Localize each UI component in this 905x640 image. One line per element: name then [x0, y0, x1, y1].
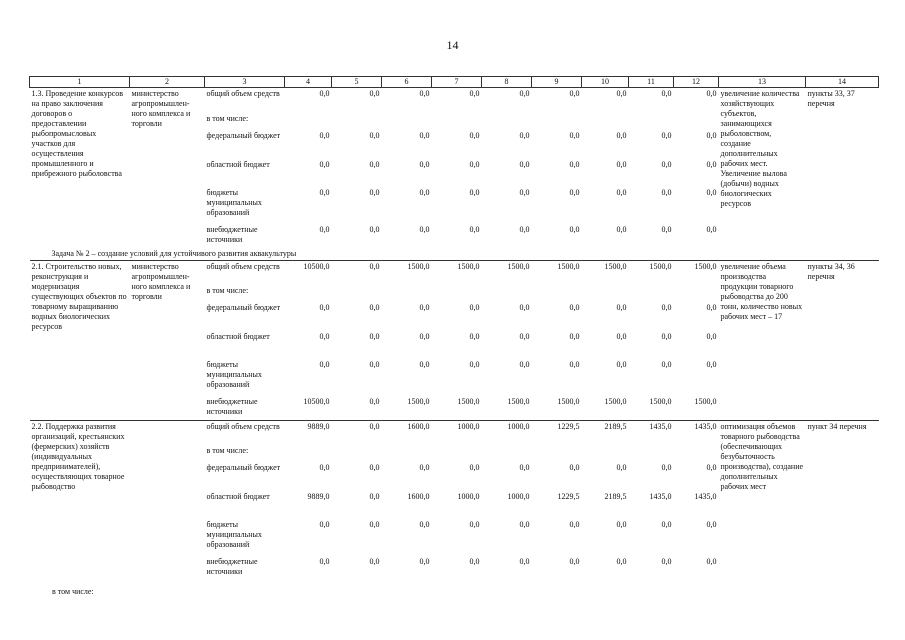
- funding-value: 0,0: [706, 130, 717, 140]
- funding-value: 0,0: [319, 130, 330, 140]
- funding-value: 0,0: [569, 332, 580, 341]
- column-number: 10: [582, 77, 629, 88]
- funding-value: 0,0: [616, 224, 627, 234]
- funding-value: 1435,0: [674, 420, 719, 445]
- funding-value: [285, 113, 332, 130]
- list-reference: пункты 33, 37 перечня: [806, 88, 879, 248]
- funding-value: [482, 445, 532, 462]
- funding-value: 0,0: [661, 520, 672, 529]
- column-number: 3: [205, 77, 285, 88]
- funding-value: 1500,0: [532, 260, 582, 285]
- funding-value: 0,0: [706, 332, 717, 341]
- funding-source: областной бюджет: [206, 332, 270, 341]
- page-number: 14: [446, 38, 459, 52]
- funding-value: 1500,0: [694, 397, 717, 406]
- funding-source: бюджеты муниципальных образований: [206, 187, 262, 217]
- measure-name: 2.2. Поддержка развития организаций, крестьянских (фермерских) хозяйств (индивидуальных предпринимателей), осуществляющих товарное рыбоводство: [30, 420, 130, 580]
- funding-value: 10500,0: [303, 397, 330, 406]
- funding-value: 0,0: [319, 224, 330, 234]
- funding-value: 0,0: [319, 557, 330, 566]
- measure-name: 1.3. Проведение конкурсов на право заключения договоров о предоставлении рыбопромысловых участков для осуществления промышленного и прибрежного рыболовства: [30, 88, 130, 248]
- funding-value: 0,0: [319, 159, 330, 169]
- funding-value: 0,0: [332, 88, 382, 113]
- funding-value: [382, 285, 432, 302]
- funding-value: 0,0: [469, 224, 480, 234]
- funding-value: [582, 285, 629, 302]
- funding-value: 0,0: [419, 130, 430, 140]
- table-row: [30, 420, 879, 445]
- column-number: 5: [332, 77, 382, 88]
- funding-value: [532, 285, 582, 302]
- funding-value: 0,0: [616, 332, 627, 341]
- funding-value: 0,0: [706, 557, 717, 566]
- funding-value: 0,0: [661, 463, 672, 472]
- funding-value: 0,0: [469, 520, 480, 529]
- funding-value: 0,0: [706, 463, 717, 472]
- funding-value: 0,0: [519, 332, 530, 341]
- funding-value: 0,0: [419, 463, 430, 472]
- funding-value: 0,0: [661, 187, 672, 197]
- funding-value: 1435,0: [629, 420, 674, 445]
- funding-value: 1000,0: [482, 420, 532, 445]
- funding-value: 0,0: [519, 520, 530, 529]
- funding-value: 2189,5: [582, 420, 629, 445]
- funding-value: 0,0: [319, 187, 330, 197]
- funding-value: 0,0: [706, 224, 717, 234]
- funding-value: 0,0: [661, 303, 672, 312]
- expected-result: увеличение количества хозяйствующих субъектов, занимающихся рыболовством, создание дополнительных рабочих мест. Увеличение вылова (добычи) водных биологических ресурсов: [719, 88, 806, 248]
- funding-value: 0,0: [661, 130, 672, 140]
- funding-value: 0,0: [369, 130, 380, 140]
- funding-value: 1500,0: [407, 397, 430, 406]
- funding-value: 0,0: [369, 224, 380, 234]
- funding-value: 0,0: [419, 557, 430, 566]
- executor: министерство агропромышлен-ного комплекса и торговли: [130, 260, 205, 420]
- funding-value: 0,0: [469, 303, 480, 312]
- funding-value: 0,0: [706, 303, 717, 312]
- funding-value: 0,0: [569, 360, 580, 369]
- funding-source: общий объем средств: [205, 88, 285, 113]
- funding-value: 0,0: [369, 492, 380, 501]
- funding-value: 1500,0: [507, 397, 530, 406]
- funding-value: 1500,0: [674, 260, 719, 285]
- funding-value: 0,0: [319, 332, 330, 341]
- funding-value: 9889,0: [285, 420, 332, 445]
- expected-result: оптимизация объемов товарного рыбоводства (обеспечивающих безубыточность производства), создание дополнительных рабочих мест: [719, 420, 806, 580]
- funding-value: 0,0: [369, 397, 380, 406]
- funding-value: [674, 445, 719, 462]
- funding-value: [332, 113, 382, 130]
- funding-value: 0,0: [661, 159, 672, 169]
- funding-value: 0,0: [419, 360, 430, 369]
- column-number-header: [30, 77, 879, 88]
- funding-value: 0,0: [319, 463, 330, 472]
- executor: [130, 420, 205, 580]
- program-table: [29, 76, 879, 580]
- funding-value: 0,0: [706, 187, 717, 197]
- funding-value: 10500,0: [285, 260, 332, 285]
- funding-value: 0,0: [706, 520, 717, 529]
- funding-value: 0,0: [332, 420, 382, 445]
- funding-value: 0,0: [661, 224, 672, 234]
- funding-value: [582, 113, 629, 130]
- funding-value: 1500,0: [432, 260, 482, 285]
- funding-source: бюджеты муниципальных образований: [206, 520, 262, 549]
- funding-value: 1000,0: [457, 492, 480, 501]
- funding-value: 0,0: [319, 360, 330, 369]
- column-number: 8: [482, 77, 532, 88]
- funding-value: 0,0: [369, 159, 380, 169]
- funding-value: 0,0: [569, 187, 580, 197]
- funding-value: 0,0: [419, 303, 430, 312]
- funding-value: 0,0: [419, 159, 430, 169]
- funding-value: [285, 285, 332, 302]
- column-number: 2: [130, 77, 205, 88]
- column-number: 1: [30, 77, 130, 88]
- funding-source: федеральный бюджет: [206, 303, 281, 312]
- funding-value: 1229,5: [532, 420, 582, 445]
- funding-value: 0,0: [482, 88, 532, 113]
- funding-source: бюджеты муниципальных образований: [206, 360, 262, 389]
- column-number: 6: [382, 77, 432, 88]
- funding-value: [432, 285, 482, 302]
- funding-source: в том числе:: [206, 446, 249, 455]
- funding-source: в том числе:: [206, 113, 249, 123]
- funding-value: 0,0: [661, 557, 672, 566]
- funding-value: [582, 445, 629, 462]
- funding-value: 0,0: [616, 303, 627, 312]
- funding-source: внебюджетные источники: [206, 224, 258, 244]
- column-number: 12: [674, 77, 719, 88]
- funding-value: [382, 113, 432, 130]
- funding-value: 1500,0: [582, 260, 629, 285]
- funding-value: 0,0: [369, 463, 380, 472]
- funding-value: 0,0: [319, 520, 330, 529]
- funding-value: 0,0: [616, 463, 627, 472]
- funding-value: 0,0: [369, 360, 380, 369]
- funding-value: 0,0: [469, 159, 480, 169]
- funding-value: 0,0: [369, 332, 380, 341]
- funding-value: 0,0: [674, 88, 719, 113]
- funding-source: федеральный бюджет: [206, 130, 281, 140]
- funding-value: 0,0: [616, 159, 627, 169]
- funding-value: 0,0: [285, 88, 332, 113]
- funding-value: 1229,5: [557, 492, 580, 501]
- expected-result: увеличение объема производства продукции товарного рыбоводства до 200 тонн, количество новых рабочих мест – 17: [719, 260, 806, 420]
- funding-value: 0,0: [616, 360, 627, 369]
- funding-value: 0,0: [519, 463, 530, 472]
- funding-value: 0,0: [369, 303, 380, 312]
- funding-value: [532, 113, 582, 130]
- column-number: 11: [629, 77, 674, 88]
- column-number: 14: [806, 77, 879, 88]
- funding-source: внебюджетные источники: [206, 397, 258, 416]
- funding-value: 0,0: [569, 557, 580, 566]
- funding-value: 0,0: [616, 187, 627, 197]
- table-row: [30, 88, 879, 113]
- funding-value: 1500,0: [382, 260, 432, 285]
- funding-value: 0,0: [432, 88, 482, 113]
- funding-value: [629, 285, 674, 302]
- funding-value: 0,0: [419, 187, 430, 197]
- funding-value: 0,0: [569, 303, 580, 312]
- funding-source: общий объем средств: [205, 420, 285, 445]
- funding-value: 1500,0: [482, 260, 532, 285]
- funding-value: 0,0: [519, 360, 530, 369]
- funding-value: 2189,5: [604, 492, 627, 501]
- funding-value: 0,0: [369, 557, 380, 566]
- funding-value: 0,0: [319, 303, 330, 312]
- funding-value: 0,0: [616, 130, 627, 140]
- funding-source: общий объем средств: [205, 260, 285, 285]
- task-heading-row: [30, 248, 879, 261]
- funding-value: 1600,0: [407, 492, 430, 501]
- funding-value: 0,0: [569, 463, 580, 472]
- column-number: 7: [432, 77, 482, 88]
- funding-value: 0,0: [532, 88, 582, 113]
- funding-value: 0,0: [469, 332, 480, 341]
- funding-value: [674, 285, 719, 302]
- funding-value: 1000,0: [432, 420, 482, 445]
- funding-value: [285, 445, 332, 462]
- funding-value: 0,0: [569, 520, 580, 529]
- funding-value: 0,0: [616, 557, 627, 566]
- funding-value: [482, 113, 532, 130]
- funding-value: [629, 445, 674, 462]
- funding-value: 0,0: [419, 520, 430, 529]
- funding-value: 0,0: [469, 187, 480, 197]
- funding-value: 0,0: [419, 332, 430, 341]
- funding-value: 0,0: [616, 520, 627, 529]
- footer-note: в том числе:: [52, 587, 94, 596]
- funding-value: 0,0: [382, 88, 432, 113]
- funding-value: 0,0: [332, 260, 382, 285]
- funding-source: областной бюджет: [206, 159, 270, 169]
- funding-value: 0,0: [569, 159, 580, 169]
- funding-value: 1000,0: [507, 492, 530, 501]
- funding-value: 1435,0: [649, 492, 672, 501]
- funding-value: 0,0: [519, 130, 530, 140]
- funding-source: в том числе:: [206, 286, 249, 295]
- list-reference: пункты 34, 36 перечня: [806, 260, 879, 420]
- funding-value: [629, 113, 674, 130]
- funding-value: [532, 445, 582, 462]
- funding-value: [432, 113, 482, 130]
- funding-value: [382, 445, 432, 462]
- funding-value: 1600,0: [382, 420, 432, 445]
- funding-value: 0,0: [419, 224, 430, 234]
- funding-value: [332, 285, 382, 302]
- funding-value: 0,0: [519, 224, 530, 234]
- funding-value: 0,0: [569, 224, 580, 234]
- funding-value: [482, 285, 532, 302]
- funding-value: 0,0: [629, 88, 674, 113]
- funding-value: 9889,0: [307, 492, 330, 501]
- funding-value: 0,0: [519, 159, 530, 169]
- funding-value: 0,0: [706, 360, 717, 369]
- funding-value: 1500,0: [457, 397, 480, 406]
- list-reference: пункт 34 перечня: [806, 420, 879, 580]
- funding-value: 1500,0: [649, 397, 672, 406]
- funding-source: внебюджетные источники: [206, 557, 258, 576]
- funding-value: 0,0: [469, 463, 480, 472]
- measure-name: 2.1. Строительство новых, реконструкция и модернизация существующих объектов по товарному выращиванию водных биологических ресурсов: [30, 260, 130, 420]
- funding-value: 0,0: [519, 557, 530, 566]
- funding-value: 0,0: [661, 332, 672, 341]
- funding-value: 0,0: [469, 360, 480, 369]
- funding-value: [432, 445, 482, 462]
- funding-value: 1500,0: [557, 397, 580, 406]
- task-heading: Задача № 2 – создание условий для устойчивого развития аквакультуры: [51, 248, 297, 258]
- funding-source: федеральный бюджет: [206, 463, 281, 472]
- funding-value: 1500,0: [629, 260, 674, 285]
- column-number: 9: [532, 77, 582, 88]
- executor: министерство агропромышлен-ного комплекса и торговли: [130, 88, 205, 248]
- funding-source: областной бюджет: [206, 492, 270, 501]
- funding-value: 1435,0: [694, 492, 717, 501]
- funding-value: 0,0: [519, 187, 530, 197]
- table-row: [30, 260, 879, 285]
- funding-value: 0,0: [369, 187, 380, 197]
- column-number: 4: [285, 77, 332, 88]
- funding-value: 0,0: [369, 520, 380, 529]
- funding-value: [674, 113, 719, 130]
- funding-value: 0,0: [469, 557, 480, 566]
- funding-value: 0,0: [469, 130, 480, 140]
- funding-value: 0,0: [519, 303, 530, 312]
- funding-value: 0,0: [582, 88, 629, 113]
- funding-value: 0,0: [706, 159, 717, 169]
- funding-value: [332, 445, 382, 462]
- funding-value: 1500,0: [604, 397, 627, 406]
- funding-value: 0,0: [661, 360, 672, 369]
- funding-value: 0,0: [569, 130, 580, 140]
- column-number: 13: [719, 77, 806, 88]
